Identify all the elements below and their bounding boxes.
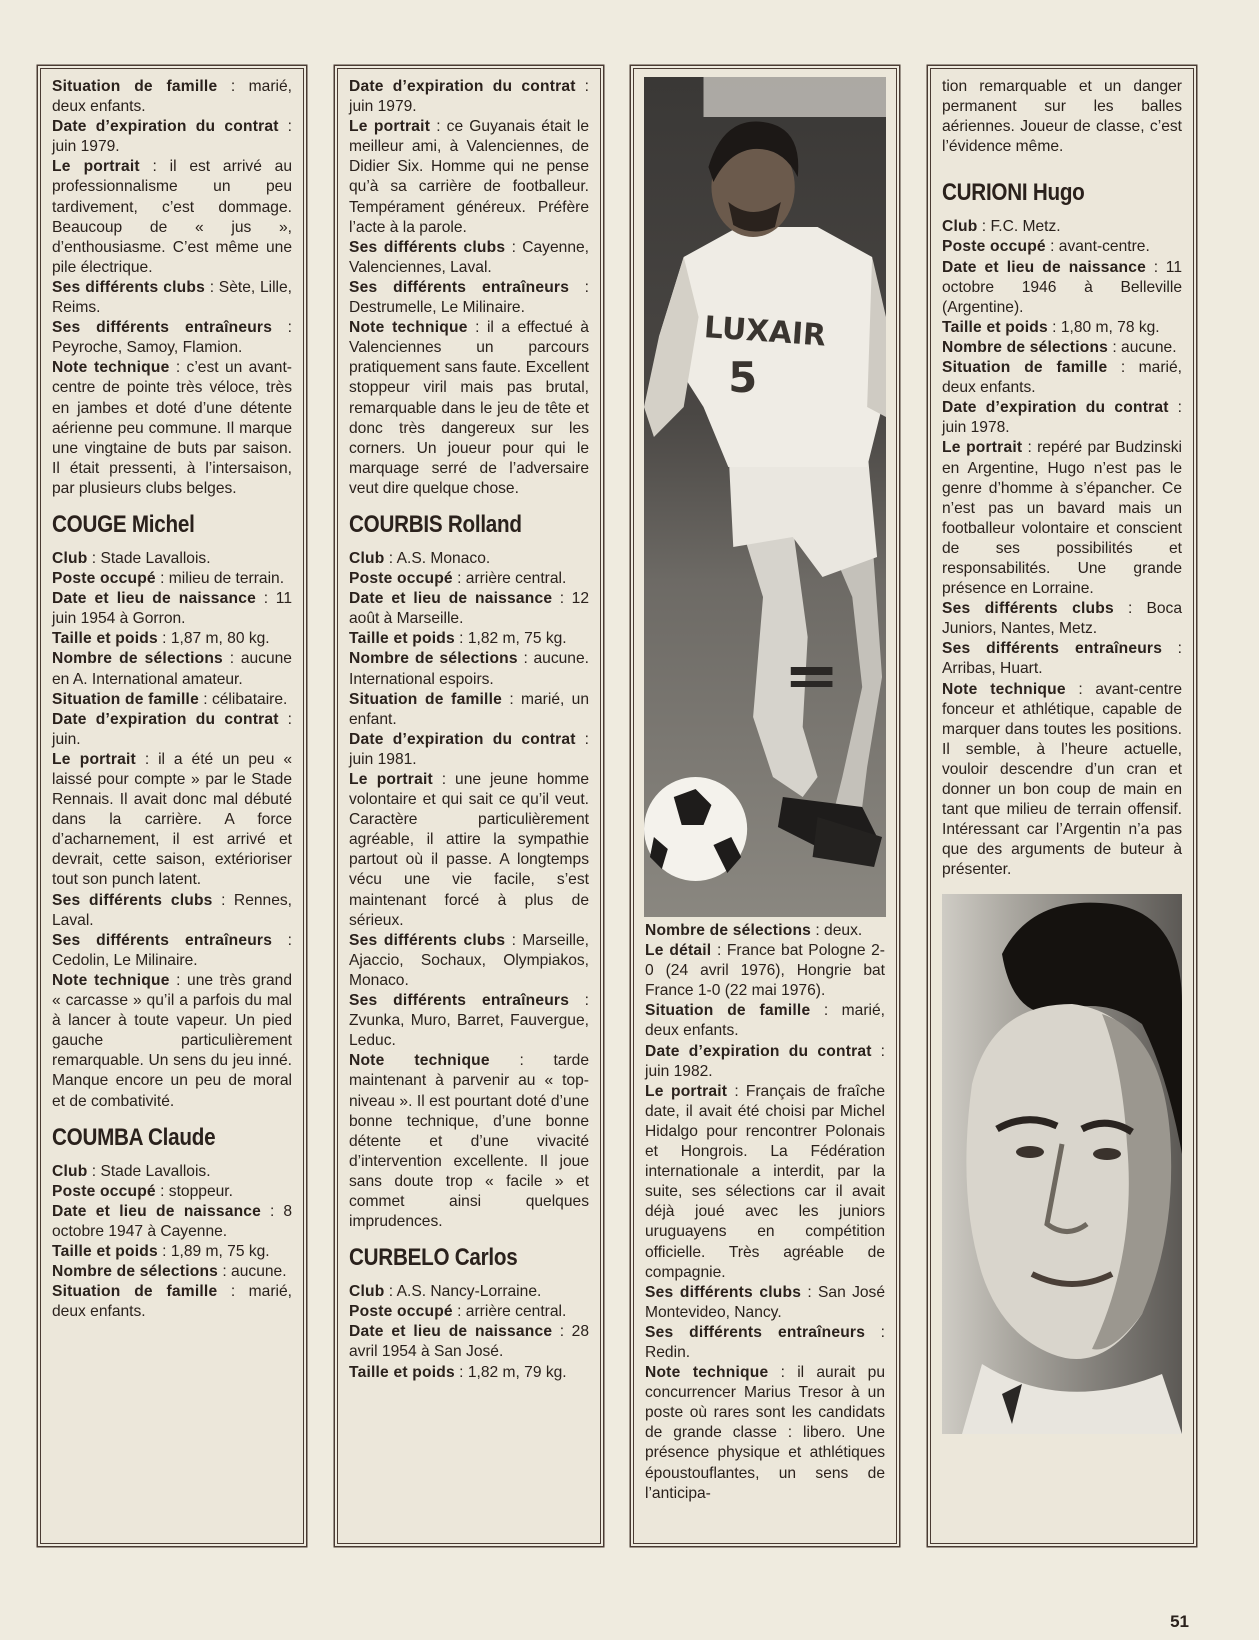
entry: Nombre de sélections : aucune en A. International amateur.: [52, 650, 292, 688]
entry: Ses différents entraîneurs : Arribas, Huart.: [942, 640, 1182, 678]
entry: Club : F.C. Metz.: [942, 218, 1061, 236]
player-name-couge: COUGE Michel: [52, 510, 195, 538]
entry: Le portrait : repéré par Budzinski en Argentine, Hugo n’est pas le genre d’homme à s’épancher. Ce n’est pas un bavard mais un footballeur volontaire et conscient de ses possibilités et responsabilités. Une grande présence en Lorraine.: [942, 439, 1183, 598]
entry: Note technique : tarde maintenant à parvenir au « top-niveau ». Il est pourtant doté d’une bonne technique, d’une bonne détente et d’une vivacité d’intervention excellente. Il joue sans doute trop « facile » et commet ainsi quelques imprudences.: [349, 1052, 589, 1231]
entry: Nombre de sélections : deux.: [645, 922, 863, 939]
shirt-text: LUXAIR: [702, 309, 828, 354]
player-name-coumba: COUMBA Claude: [52, 1123, 216, 1151]
entry: Club : A.S. Nancy-Lorraine.: [349, 1283, 542, 1301]
entry: Ses différents clubs : Boca Juniors, Nantes, Metz.: [942, 600, 1183, 638]
entry: Ses différents entraîneurs : Zvunka, Muro, Barret, Fauvergue, Leduc.: [349, 992, 589, 1050]
entry: Poste occupé : avant-centre.: [942, 238, 1150, 256]
entry: Date et lieu de naissance : 11 octobre 1946 à Belleville (Argentine).: [942, 258, 1182, 316]
player-portrait-photo: [942, 894, 1182, 1434]
entry: Taille et poids : 1,80 m, 78 kg.: [942, 318, 1160, 336]
player-portrait-photo-graphic: [942, 894, 1182, 1434]
entry: Date d’expiration du contrat : juin 1982.: [645, 1042, 885, 1080]
entry: Le portrait : il est arrivé au professionnalisme un peu tardivement, c’est dommage. Beaucoup de « jus », d’enthousiasme. C’est même une pile électrique.: [52, 158, 292, 276]
entry: Poste occupé : milieu de terrain.: [52, 570, 285, 588]
column-4: [930, 68, 1194, 1544]
entry: Club : Stade Lavallois.: [52, 549, 211, 567]
entry: Date d’expiration du contrat : juin 1979.: [349, 78, 589, 116]
entry: Ses différents clubs : Sète, Lille, Reims.: [52, 278, 293, 317]
entry: Poste occupé : arrière central.: [349, 570, 567, 588]
entry: Ses différents clubs : Rennes, Laval.: [52, 891, 293, 929]
entry: Le portrait : ce Guyanais était le meilleur ami, à Valenciennes, de Didier Six. Homme qui ne pense qu’à sa carrière de footballeur. Tempérament généreux. Préfère l’acte à la parole.: [349, 118, 590, 236]
entry: Date d’expiration du contrat : juin.: [52, 710, 292, 748]
entry: Ses différents clubs : Marseille, Ajaccio, Sochaux, Olympiakos, Monaco.: [349, 931, 589, 989]
entry: Note technique : il a effectué à Valenciennes un parcours pratiquement sans faute. Excellent stoppeur viril mais pas brutal, remarquable dans le jeu de tête et donc très dangereux sur les corners. Un joueur pour qui le marquage serré de l’adversaire veut dire quelque chose.: [349, 319, 589, 497]
entry: Note technique : une très grand « carcasse » qu’il a parfois du mal à lancer à toute vapeur. Un pied gauche particulièrement remarquable. Un sens du jeu inné. Manque encore un peu de moral et de combativité.: [52, 971, 292, 1110]
entry: Situation de famille : marié, deux enfants.: [645, 1002, 886, 1040]
entry: Situation de famille : marié, un enfant.: [349, 690, 590, 728]
entry-continuation: tion remarquable et un danger permanent sur les balles aériennes. Joueur de classe, c’est l’évidence même.: [942, 78, 1182, 156]
column-2: [337, 68, 601, 1544]
entry: Ses différents clubs : San José Montevideo, Nancy.: [645, 1283, 886, 1321]
entry: Situation de famille : marié, deux enfants.: [52, 1283, 293, 1321]
entry: Date et lieu de naissance : 11 juin 1954 à Gorron.: [52, 590, 292, 628]
player-name-curbelo: CURBELO Carlos: [349, 1244, 518, 1272]
entry: Date et lieu de naissance : 8 octobre 1947 à Cayenne.: [52, 1202, 292, 1240]
column-1: [40, 68, 304, 1544]
entry: Ses différents entraîneurs : Peyroche, Samoy, Flamion.: [52, 319, 292, 357]
player-action-photo-graphic: [644, 77, 886, 917]
entry: Nombre de sélections : aucune.: [52, 1263, 287, 1281]
player-name-courbis: COURBIS Rolland: [349, 510, 522, 538]
entry: Taille et poids : 1,87 m, 80 kg.: [52, 630, 270, 648]
entry: Ses différents clubs : Cayenne, Valenciennes, Laval.: [349, 238, 589, 276]
entry: Le portrait : Français de fraîche date, il avait été choisi par Michel Hidalgo pour rencontrer Polonais et Hongrois. La Fédération internationale a interdit, par la suite, ses sélections car il avait déjà joué avec les juniors uruguayens en compétition officielle. Très agréable de compagnie.: [645, 1082, 885, 1281]
entry: Date d’expiration du contrat : juin 1979.: [52, 118, 292, 156]
entry: Le détail : France bat Pologne 2-0 (24 avril 1976), Hongrie bat France 1-0 (22 mai 1976).: [645, 942, 885, 1000]
entry: Date d’expiration du contrat : juin 1978.: [942, 399, 1182, 437]
entry: Nombre de sélections : aucune.: [942, 338, 1177, 356]
entry: Situation de famille : célibataire.: [52, 690, 288, 708]
entry: Note technique : avant-centre fonceur et athlétique, capable de marquer dans toutes les positions. Il semble, à l’heure actuelle, vouloir descendre d’un cran et donner un bon coup de main en tant que milieu de terrain offensif. Intéressant car l’Argentin n’a pas que des arguments de buteur à présenter.: [942, 680, 1182, 879]
entry: Situation de famille : marié, deux enfants.: [942, 359, 1183, 397]
entry: Club : Stade Lavallois.: [52, 1162, 211, 1180]
entry: Situation de famille : marié, deux enfants.: [52, 78, 293, 116]
entry: Note technique : il aurait pu concurrencer Marius Tresor à un poste où rares sont les candidats de grande classe : libero. Une présence physique et athlétiques époustouflantes, un sens de l’anticipa-: [645, 1364, 885, 1502]
player-action-photo: [644, 77, 886, 917]
entry: Taille et poids : 1,89 m, 75 kg.: [52, 1242, 270, 1260]
entry: Taille et poids : 1,82 m, 79 kg.: [349, 1363, 567, 1381]
entry: Poste occupé : stoppeur.: [52, 1182, 233, 1200]
entry: Note technique : c’est un avant-centre de pointe très véloce, très en jambes et doté d’une détente aérienne peu commune. Il marque une vingtaine de buts par saison. Il était pressenti, à l’intersaison, par plusieurs clubs belges.: [52, 359, 292, 497]
entry: Le portrait : il a été un peu « laissé pour compte » par le Stade Rennais. Il avait donc mal débuté dans la carrière. A force d’acharnement, il est arrivé et devrait, cette saison, extérioriser tout son punch latent.: [52, 750, 292, 889]
entry: Ses différents entraîneurs : Redin.: [645, 1323, 885, 1361]
entry: Nombre de sélections : aucune. International espoirs.: [349, 650, 589, 688]
player-name-curioni: CURIONI Hugo: [942, 179, 1085, 207]
shirt-number: 5: [728, 352, 758, 403]
page-number: 51: [1170, 1612, 1189, 1631]
entry: Club : A.S. Monaco.: [349, 549, 491, 567]
entry: Ses différents entraîneurs : Destrumelle, Le Milinaire.: [349, 278, 589, 317]
entry: Ses différents entraîneurs : Cedolin, Le Milinaire.: [52, 931, 292, 969]
entry: Taille et poids : 1,82 m, 75 kg.: [349, 630, 567, 648]
entry: Le portrait : une jeune homme volontaire et qui sait ce qu’il veut. Caractère particulièrement agréable, il attire la sympathie partout où il passe. A longtemps vécu une vie facile, s’est maintenant forcé à plus de sérieux.: [349, 771, 589, 929]
entry: Date et lieu de naissance : 12 août à Marseille.: [349, 590, 589, 628]
entry: Date d’expiration du contrat : juin 1981.: [349, 730, 589, 768]
column-3: [633, 68, 897, 1544]
entry: Poste occupé : arrière central.: [349, 1303, 567, 1321]
entry: Date et lieu de naissance : 28 avril 1954 à San José.: [349, 1323, 589, 1361]
